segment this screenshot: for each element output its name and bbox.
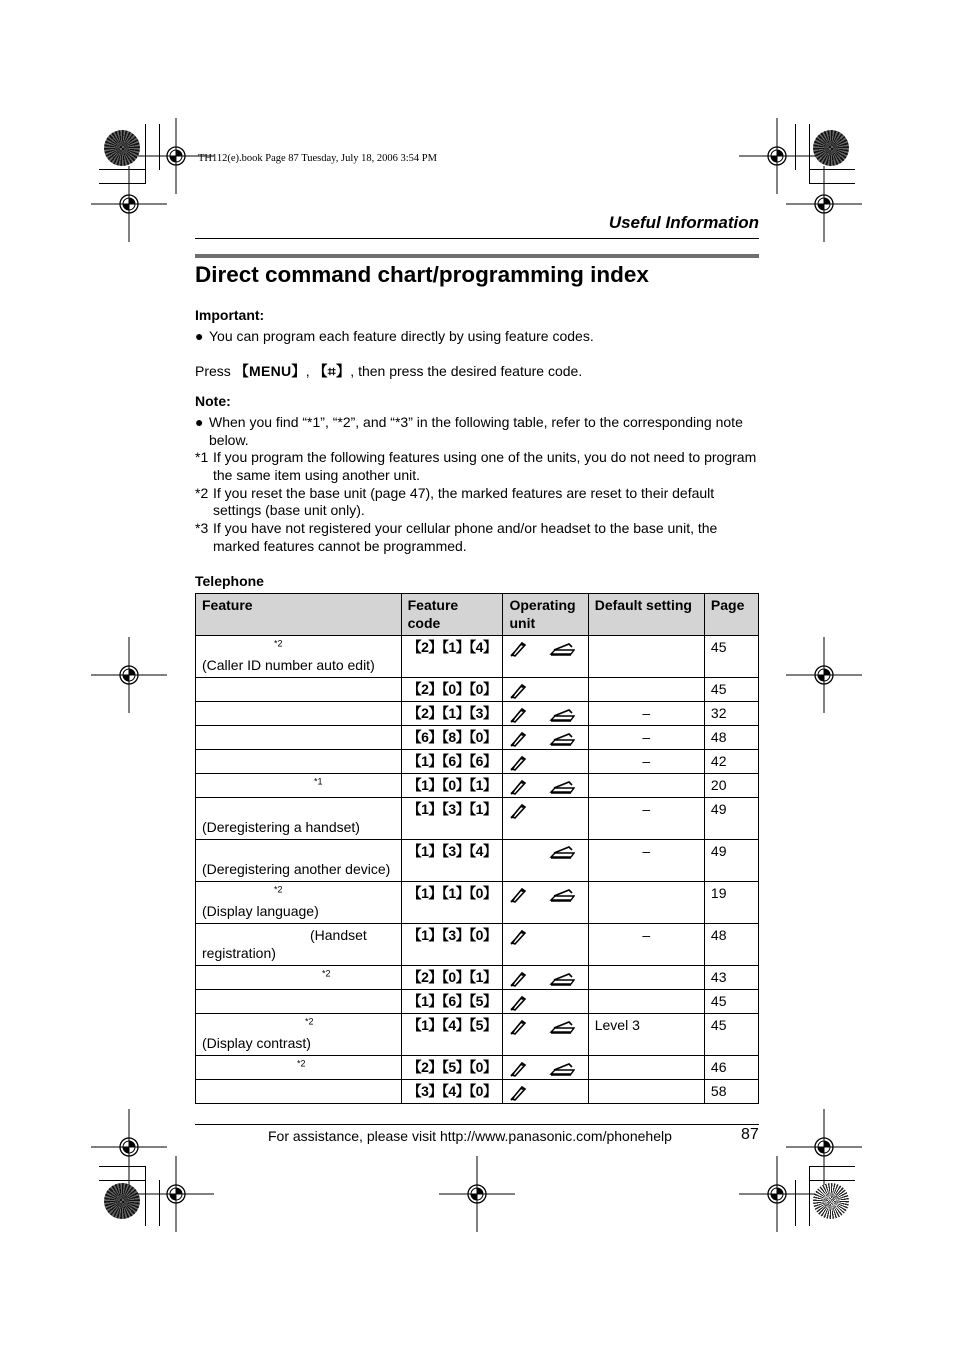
base-unit-icon [549,708,575,722]
feature-code-cell: 【2】【0】【0】 [401,678,503,702]
feature-cell [196,702,402,726]
note-ref: *2 [322,968,331,979]
default-setting-cell: – [588,840,704,882]
page-cell: 48 [704,726,758,750]
table-row [196,774,759,798]
page-cell: 43 [704,966,758,990]
feature-cell [196,774,402,798]
note-item-1-cont: the same item using another unit. [213,467,421,483]
note-ref: *2 [305,1016,314,1027]
default-setting-cell [588,882,704,924]
feature-code-cell: 【1】【3】【0】 [401,924,503,966]
operating-unit-cell [503,774,588,798]
feature-code-cell: 【1】【6】【5】 [401,990,503,1014]
note-mark-3: *3 [195,520,209,536]
table-row [196,1056,759,1080]
feature-cell [196,924,402,966]
feature-subtext: (Handset registration) [202,927,367,961]
page-cell: 49 [704,798,758,840]
operating-unit-cell [503,840,588,882]
operating-unit-cell [503,798,588,840]
base-unit-icon [549,1020,575,1034]
table-row [196,924,759,966]
handset-icon [509,803,527,819]
table-row [196,882,759,924]
feature-code-cell: 【1】【4】【5】 [401,1014,503,1056]
page-cell: 49 [704,840,758,882]
feature-code-cell: 【3】【4】【0】 [401,1080,503,1104]
footer-rule [195,1124,759,1125]
footer-assistance: For assistance, please visit http://www.panasonic.com/phonehelp [268,1128,672,1144]
default-setting-cell [588,774,704,798]
feature-cell [196,966,402,990]
feature-cell [196,750,402,774]
base-unit-icon [549,1062,575,1076]
header-default-setting: Default setting [588,594,704,636]
table-row [196,990,759,1014]
handset-icon [509,1061,527,1077]
base-unit-icon [549,972,575,986]
handset-icon [509,995,527,1011]
note-text-cont: below. [209,432,249,448]
feature-cell [196,882,402,924]
operating-unit-cell [503,636,588,678]
feature-code-cell: 【2】【1】【3】 [401,702,503,726]
table-row [196,636,759,678]
handset-icon [509,731,527,747]
feature-cell [196,1080,402,1104]
handset-icon [509,929,527,945]
table-row [196,840,759,882]
feature-subtext: (Display contrast) [202,1034,311,1051]
default-setting-cell [588,636,704,678]
feature-code-cell: 【1】【3】【1】 [401,798,503,840]
feature-code-cell: 【6】【8】【0】 [401,726,503,750]
section-header: Useful Information [608,213,759,232]
feature-code-cell: 【1】【3】【4】 [401,840,503,882]
feature-cell [196,840,402,882]
feature-code-cell: 【2】【5】【0】 [401,1056,503,1080]
feature-subtext: (Deregistering a handset) [202,818,360,835]
table-row [196,702,759,726]
default-setting-cell: – [588,726,704,750]
note-ref: *2 [297,1058,306,1069]
feature-subtext: (Caller ID number auto edit) [202,656,375,673]
note-mark-1: *1 [195,449,209,465]
important-text: You can program each feature directly by using feature codes. [209,328,594,344]
table-row [196,1014,759,1056]
default-setting-cell [588,678,704,702]
default-setting-cell: Level 3 [588,1014,704,1056]
note-item-3-cont: marked features cannot be programmed. [213,538,467,554]
page-cell: 45 [704,990,758,1014]
base-unit-icon [549,780,575,794]
default-setting-cell: – [588,702,704,726]
operating-unit-cell [503,1056,588,1080]
feature-subtext: (Deregistering another device) [202,860,391,877]
header-page: Page [704,594,758,636]
operating-unit-cell [503,882,588,924]
feature-table [195,593,759,1104]
table-row [196,966,759,990]
operating-unit-cell [503,726,588,750]
default-setting-cell [588,1080,704,1104]
operating-unit-cell [503,678,588,702]
important-label: Important: [195,307,265,323]
page-cell: 32 [704,702,758,726]
default-setting-cell [588,1056,704,1080]
press-instruction: Press 【MENU】, 【⌗】, then press the desired feature code. [195,363,583,379]
page-title: Direct command chart/programming index [195,262,649,287]
feature-cell [196,798,402,840]
operating-unit-cell [503,750,588,774]
table-row [196,678,759,702]
page-cell: 20 [704,774,758,798]
feature-cell [196,726,402,750]
operating-unit-cell [503,990,588,1014]
table-row [196,1080,759,1104]
base-unit-icon [549,845,575,859]
handset-icon [509,755,527,771]
table-row [196,798,759,840]
header-rule [195,238,759,239]
feature-cell [196,1014,402,1056]
operating-unit-cell [503,1080,588,1104]
table-title: Telephone [195,573,264,589]
feature-cell [196,1056,402,1080]
feature-code-cell: 【1】【1】【0】 [401,882,503,924]
title-rule [195,254,759,258]
default-setting-cell [588,990,704,1014]
note-item-2-cont: settings (base unit only). [213,502,365,518]
handset-icon [509,641,527,657]
page-cell: 48 [704,924,758,966]
bullet-icon: ● [195,328,204,344]
base-unit-icon [549,642,575,656]
header-feature-code: Feature code [401,594,503,636]
menu-key: 【MENU】 [234,363,306,379]
note-item-1: If you program the following features using one of the units, you do not need to program [213,449,757,465]
handset-icon [509,779,527,795]
base-unit-icon [549,732,575,746]
handset-icon [509,1085,527,1101]
handset-icon [509,971,527,987]
note-ref: *1 [314,776,323,787]
feature-code-cell: 【2】【1】【4】 [401,636,503,678]
bullet-icon: ● [195,414,204,430]
operating-unit-cell [503,1014,588,1056]
note-text: When you find “*1”, “*2”, and “*3” in the following table, refer to the corresponding note [209,414,743,430]
page-cell: 45 [704,678,758,702]
default-setting-cell: – [588,798,704,840]
handset-icon [509,707,527,723]
feature-code-cell: 【1】【6】【6】 [401,750,503,774]
note-ref: *2 [274,638,283,649]
note-item-2: If you reset the base unit (page 47), the marked features are reset to their default [213,485,715,501]
operating-unit-cell [503,702,588,726]
feature-code-cell: 【2】【0】【1】 [401,966,503,990]
note-mark-2: *2 [195,485,209,501]
default-setting-cell: – [588,924,704,966]
table-row [196,726,759,750]
base-unit-icon [549,888,575,902]
page-cell: 46 [704,1056,758,1080]
page-cell: 58 [704,1080,758,1104]
hash-key: 【⌗】 [313,363,351,379]
feature-cell [196,636,402,678]
feature-subtext: (Display language) [202,902,319,919]
page-cell: 45 [704,636,758,678]
header-feature: Feature [196,594,402,636]
handset-icon [509,887,527,903]
page-cell: 42 [704,750,758,774]
page-number: 87 [741,1126,759,1143]
note-ref: *2 [274,884,283,895]
page-cell: 45 [704,1014,758,1056]
book-info: TH112(e).book Page 87 Tuesday, July 18, 2006 3:54 PM [198,153,437,164]
handset-icon [509,683,527,699]
feature-code-cell: 【1】【0】【1】 [401,774,503,798]
note-item-3: If you have not registered your cellular phone and/or headset to the base unit, the [213,520,718,536]
table-row [196,750,759,774]
feature-cell [196,990,402,1014]
default-setting-cell: – [588,750,704,774]
note-label: Note: [195,393,231,409]
operating-unit-cell [503,924,588,966]
handset-icon [509,1019,527,1035]
header-operating-unit: Operating unit [503,594,588,636]
default-setting-cell [588,966,704,990]
operating-unit-cell [503,966,588,990]
page-cell: 19 [704,882,758,924]
feature-cell [196,678,402,702]
